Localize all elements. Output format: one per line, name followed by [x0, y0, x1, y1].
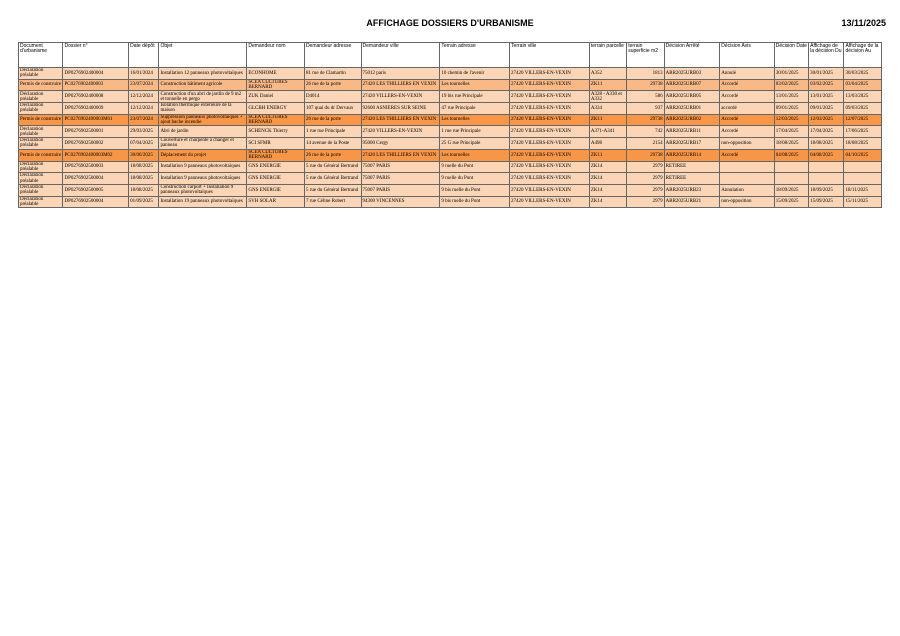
column-header: Décision Date	[774, 43, 808, 68]
table-cell: 27420 VILLERS-EN-VEXIN	[510, 103, 590, 115]
table-cell: 9 bis ruelle du Pont	[440, 184, 510, 196]
table-cell: 1813	[627, 68, 664, 80]
table-cell: non-opposition	[720, 138, 775, 150]
table-cell: Suppression panneaux photovoltaïques + ajout bache incendie	[159, 114, 247, 126]
table-cell: 26 rue de la porte	[304, 149, 361, 161]
table-cell: Accordé	[720, 91, 775, 103]
table-cell: 26 rue de la porte	[304, 114, 361, 126]
table-cell: DP0276902400009	[63, 103, 129, 115]
table-cell: 27420 VILLERS-EN-VEXIN	[510, 196, 590, 208]
table-cell: 937	[627, 103, 664, 115]
table-cell: 25 G rue Principale	[440, 138, 510, 150]
table-cell: ECONHOME	[247, 68, 305, 80]
table-cell: Déclaration préalable	[19, 196, 63, 208]
table-cell: 27420 VILLERS-EN-VEXIN	[510, 184, 590, 196]
page-title: AFFICHAGE DOSSIERS D'URBANISME	[366, 18, 534, 28]
table-cell: 19 bis rue Principale	[440, 91, 510, 103]
table-cell: 7 rue Céline Robert	[304, 196, 361, 208]
table-cell: 14 avenue de la Poste	[304, 138, 361, 150]
table-cell: 26 rue de la porte	[304, 79, 361, 91]
table-cell: A352	[589, 68, 626, 80]
table-cell: 23/07/2024	[129, 114, 159, 126]
table-cell: SCEA CULTURES BERNARD	[247, 79, 305, 91]
column-header: Demandeur adresse	[304, 43, 361, 68]
table-cell: 17/04/2025	[774, 126, 808, 138]
table-cell	[809, 161, 844, 173]
table-cell: 18/09/2025	[809, 184, 844, 196]
table-cell: 03/02/2025	[809, 79, 844, 91]
table-cell: D4014	[304, 91, 361, 103]
table-cell: 27420 VILLERS-EN-VEXIN	[510, 79, 590, 91]
table-cell: 9 bis ruelle du Pont	[440, 196, 510, 208]
table-cell: 1 rue rue Principale	[440, 126, 510, 138]
column-header: terrain superficie m2	[627, 43, 664, 68]
table-cell: Les tournelles	[440, 79, 510, 91]
table-cell: SCEA CULTURES BERNARD	[247, 114, 305, 126]
table-cell: 09/03/2025	[844, 103, 882, 115]
table-cell: 15/11/2025	[844, 196, 882, 208]
table-cell: 09/01/2025	[774, 103, 808, 115]
table-cell: Construction bâtiment agricole	[159, 79, 247, 91]
table-cell: 75007 PARIS	[361, 161, 440, 173]
column-header: Date dépôt	[129, 43, 159, 68]
table-cell: 9 ruelle du Pont	[440, 173, 510, 185]
table-header-row	[19, 43, 882, 68]
column-header: Terrain adresse	[440, 43, 510, 68]
table-cell: SVH SOLAR	[247, 196, 305, 208]
table-cell: 27420 VILLERS-EN-VEXIN	[510, 149, 590, 161]
table-row	[19, 196, 882, 208]
table-cell: Les tournelles	[440, 114, 510, 126]
table-cell: Déplacement du projet	[159, 149, 247, 161]
table-cell: 95000 Cergy	[361, 138, 440, 150]
table-cell: A334	[589, 103, 626, 115]
table-cell: Déclaration préalable	[19, 173, 63, 185]
table-cell: 586	[627, 91, 664, 103]
table-cell: PC0276902400003M01	[63, 114, 129, 126]
table-cell: 10 chemin de l'avenir	[440, 68, 510, 80]
table-row	[19, 149, 882, 161]
column-header: Document d'urbanisme	[19, 43, 63, 68]
table-cell: ARR2025URB14	[664, 149, 720, 161]
table-cell: 2154	[627, 138, 664, 150]
table-cell: 01/09/2025	[129, 196, 159, 208]
table-cell: ARR2025URB03	[664, 68, 720, 80]
table-cell: DP0276902500004	[63, 173, 129, 185]
table-cell: GNS ENERGIE	[247, 161, 305, 173]
table-cell: 107 quai du dr Dervaux	[304, 103, 361, 115]
table-cell: Permis de construire	[19, 114, 63, 126]
table-cell: 27420 VILLERS-EN-VEXIN	[361, 126, 440, 138]
table-cell: 2979	[627, 196, 664, 208]
table-cell: RETIREE	[664, 161, 720, 173]
table-cell: Permis de construire	[19, 149, 63, 161]
table-cell: ZUK Daniel	[247, 91, 305, 103]
table-cell	[774, 173, 808, 185]
column-header: Demandeur nom	[247, 43, 305, 68]
table-cell: 75007 PARIS	[361, 184, 440, 196]
table-cell: 16/01/2024	[129, 68, 159, 80]
table-cell: Installation 19 panneaux photovoltaïques	[159, 196, 247, 208]
table-cell: 47 rue Principale	[440, 103, 510, 115]
table-cell: 5 rue du Général Bertrand	[304, 184, 361, 196]
table-cell: 04/08/2025	[809, 149, 844, 161]
table-cell: A498	[589, 138, 626, 150]
table-cell: GLCBH ENERGY	[247, 103, 305, 115]
table-cell: DP0276902500004	[63, 196, 129, 208]
table-cell: 27420 VILLERS-EN-VEXIN	[510, 114, 590, 126]
table-row	[19, 114, 882, 126]
table-cell: Déclaration préalable	[19, 138, 63, 150]
table-cell: 03/02/2025	[774, 79, 808, 91]
table-cell: Accordé	[720, 149, 775, 161]
table-cell: ZK11	[589, 79, 626, 91]
table-cell: 94300 VINCENNES	[361, 196, 440, 208]
table-cell: Déclaration préalable	[19, 161, 63, 173]
table-cell: 75007 PARIS	[361, 173, 440, 185]
table-cell: ARR2025URB23	[664, 184, 720, 196]
print-date: 13/11/2025	[841, 18, 886, 28]
table-cell: non-opposition	[720, 196, 775, 208]
table-cell: 07/04/2025	[129, 138, 159, 150]
table-cell: 2979	[627, 161, 664, 173]
table-cell: 13/03/2025	[844, 91, 882, 103]
table-cell: 30/01/2025	[774, 68, 808, 80]
table-cell: 09/01/2025	[809, 103, 844, 115]
table-cell: 18/08/2025	[809, 138, 844, 150]
column-header: terrain parcelle	[589, 43, 626, 68]
table-cell: 27420 VILLERS-EN-VEXIN	[510, 173, 590, 185]
table-cell: Construction carport + Installation 9 panneaux photovoltaïques	[159, 184, 247, 196]
column-header: Décision Avis	[720, 43, 775, 68]
table-row	[19, 79, 882, 91]
table-cell: ARR2025URB17	[664, 138, 720, 150]
table-cell: 12/12/2024	[129, 103, 159, 115]
table-cell: 12/03/2025	[774, 114, 808, 126]
table-cell: 12/12/2024	[129, 91, 159, 103]
table-cell: DP0276902500005	[63, 184, 129, 196]
table-row	[19, 103, 882, 115]
table-cell: 12/07/2025	[844, 114, 882, 126]
table-cell: DP0276902400004	[63, 68, 129, 80]
table-row	[19, 173, 882, 185]
table-cell: 75012 paris	[361, 68, 440, 80]
table-cell: 18/08/2025	[129, 173, 159, 185]
column-header: Décision Arrêté	[664, 43, 720, 68]
table-row	[19, 68, 882, 80]
table-cell: 18/09/2025	[774, 184, 808, 196]
table-cell: 18/08/2025	[129, 161, 159, 173]
table-cell	[720, 161, 775, 173]
table-cell: 18/11/2025	[844, 184, 882, 196]
table-cell: Permis de construire	[19, 79, 63, 91]
table-cell: 27420 VILLERS-EN-VEXIN	[510, 138, 590, 150]
table-cell	[844, 161, 882, 173]
table-cell	[809, 173, 844, 185]
table-cell: 9 ruelle du Pont	[440, 161, 510, 173]
table-cell: Accordé	[720, 79, 775, 91]
table-cell: 92600 ASNIERES SUR SEINE	[361, 103, 440, 115]
table-body	[19, 68, 882, 208]
table-cell: PC0276902400003	[63, 79, 129, 91]
table-cell: ZK11	[589, 114, 626, 126]
table-cell: Abri de jardin	[159, 126, 247, 138]
table-cell: 23/07/2024	[129, 79, 159, 91]
table-cell: ARR2025URB21	[664, 196, 720, 208]
table-cell: SCEA CULTURES BERNARD	[247, 149, 305, 161]
table-cell: 29738	[627, 149, 664, 161]
table-cell: PC0276902400003M02	[63, 149, 129, 161]
table-cell: 13/01/2025	[809, 91, 844, 103]
table-cell: accordé	[720, 103, 775, 115]
table-cell: SCI SFMR	[247, 138, 305, 150]
table-cell: 27420 LES THILLIERS EN VEXIN	[361, 79, 440, 91]
table-cell: 27420 VILLERS-EN-VEXIN	[361, 91, 440, 103]
table-row	[19, 184, 882, 196]
table-cell: 30/01/2025	[809, 68, 844, 80]
table-cell: SCHENCK Thierry	[247, 126, 305, 138]
table-cell: 18/08/2025	[129, 184, 159, 196]
table-cell: Annulation	[720, 184, 775, 196]
table-cell: Couverture et charpente à changer et panneau	[159, 138, 247, 150]
table-cell: 5 rue du Général Bertrand	[304, 161, 361, 173]
column-header: Affichage de la décision Du	[809, 43, 844, 68]
table-cell: Construction d'un abri de jardin de 9 m2 et tonnelle en pergo	[159, 91, 247, 103]
table-cell: A371-A341	[589, 126, 626, 138]
table-cell: GNS ENERGIE	[247, 184, 305, 196]
table-cell: DP0276902500003	[63, 161, 129, 173]
table-cell: 13/01/2025	[774, 91, 808, 103]
table-row	[19, 138, 882, 150]
table-cell: 27420 VILLERS-EN-VEXIN	[510, 126, 590, 138]
table-cell: ZK11	[589, 149, 626, 161]
table-cell: 29738	[627, 114, 664, 126]
column-header: Demandeur ville	[361, 43, 440, 68]
table-cell: Déclaration préalable	[19, 103, 63, 115]
table-cell	[844, 173, 882, 185]
table-cell: ARR2025URB02	[664, 114, 720, 126]
table-cell: 27420 LES THILLIERS EN VEXIN	[361, 149, 440, 161]
table-cell: 15/09/2025	[774, 196, 808, 208]
table-cell: ZK14	[589, 173, 626, 185]
table-row	[19, 126, 882, 138]
table-cell: 742	[627, 126, 664, 138]
column-header: Terrain ville	[510, 43, 590, 68]
table-cell: DP0276902500002	[63, 138, 129, 150]
table-cell: 12/03/2025	[809, 114, 844, 126]
column-header: Objet	[159, 43, 247, 68]
table-cell: Accordé	[720, 114, 775, 126]
table-cell: 27420 VILLERS-EN-VEXIN	[510, 91, 590, 103]
table-cell: ARR2025URB11	[664, 126, 720, 138]
table-cell: 2979	[627, 173, 664, 185]
table-cell	[774, 161, 808, 173]
table-cell: 17/04/2025	[809, 126, 844, 138]
table-cell: ARR2025URB07	[664, 79, 720, 91]
table-cell: 1 rue rue Principale	[304, 126, 361, 138]
table-cell: 18/08/2025	[844, 138, 882, 150]
table-cell: ARR2025URB05	[664, 91, 720, 103]
table-cell: DP0276902400008	[63, 91, 129, 103]
column-header: Affichage de la décision Au	[844, 43, 882, 68]
table-cell: Déclaration préalable	[19, 91, 63, 103]
table-cell: ARR2025URB01	[664, 103, 720, 115]
table-row	[19, 91, 882, 103]
table-cell: ZK14	[589, 184, 626, 196]
table-row	[19, 161, 882, 173]
table-cell: 5 rue du Général Bertrand	[304, 173, 361, 185]
table-cell: Déclaration préalable	[19, 184, 63, 196]
table-cell: 27420 VILLERS-EN-VEXIN	[510, 68, 590, 80]
table-cell: 30/06/2025	[129, 149, 159, 161]
table-cell: 17/06/2025	[844, 126, 882, 138]
urbanism-table	[18, 42, 882, 208]
table-cell: 27420 LES THILLIERS EN VEXIN	[361, 114, 440, 126]
table-cell: 27420 VILLERS-EN-VEXIN	[510, 161, 590, 173]
table-cell: 15/09/2025	[809, 196, 844, 208]
table-cell: Accordé	[720, 126, 775, 138]
table-cell: 2979	[627, 184, 664, 196]
table-cell: 81 rue de Clamartin	[304, 68, 361, 80]
table-cell: ZK14	[589, 161, 626, 173]
table-cell: Déclaration préalable	[19, 126, 63, 138]
table-cell: 04/08/2025	[774, 149, 808, 161]
table-cell: 03/04/2025	[844, 79, 882, 91]
table-cell: Installation 12 panneaux photovoltaïques	[159, 68, 247, 80]
table-cell: Annulé	[720, 68, 775, 80]
table-cell: DP0276902500001	[63, 126, 129, 138]
table-cell: Installation 9 panneaux photovoltaïques	[159, 173, 247, 185]
table-cell: A328 - A330 et A332	[589, 91, 626, 103]
table-cell: 18/08/2025	[774, 138, 808, 150]
table-cell: Installation 9 panneaux photovoltaïques	[159, 161, 247, 173]
table-cell: 29738	[627, 79, 664, 91]
table-cell: ZK14	[589, 196, 626, 208]
table-cell: GNS ENERGIE	[247, 173, 305, 185]
column-header: Dossier n°	[63, 43, 129, 68]
table-cell: RETIREE	[664, 173, 720, 185]
table-cell: Déclaration préalable	[19, 68, 63, 80]
table-cell: Les tournelles	[440, 149, 510, 161]
table-cell: Isolation thermique extérieure de la maison	[159, 103, 247, 115]
table-cell: 04/10/2025	[844, 149, 882, 161]
table-cell: 29/03/2025	[129, 126, 159, 138]
table-cell: 30/03/2025	[844, 68, 882, 80]
table-cell	[720, 173, 775, 185]
